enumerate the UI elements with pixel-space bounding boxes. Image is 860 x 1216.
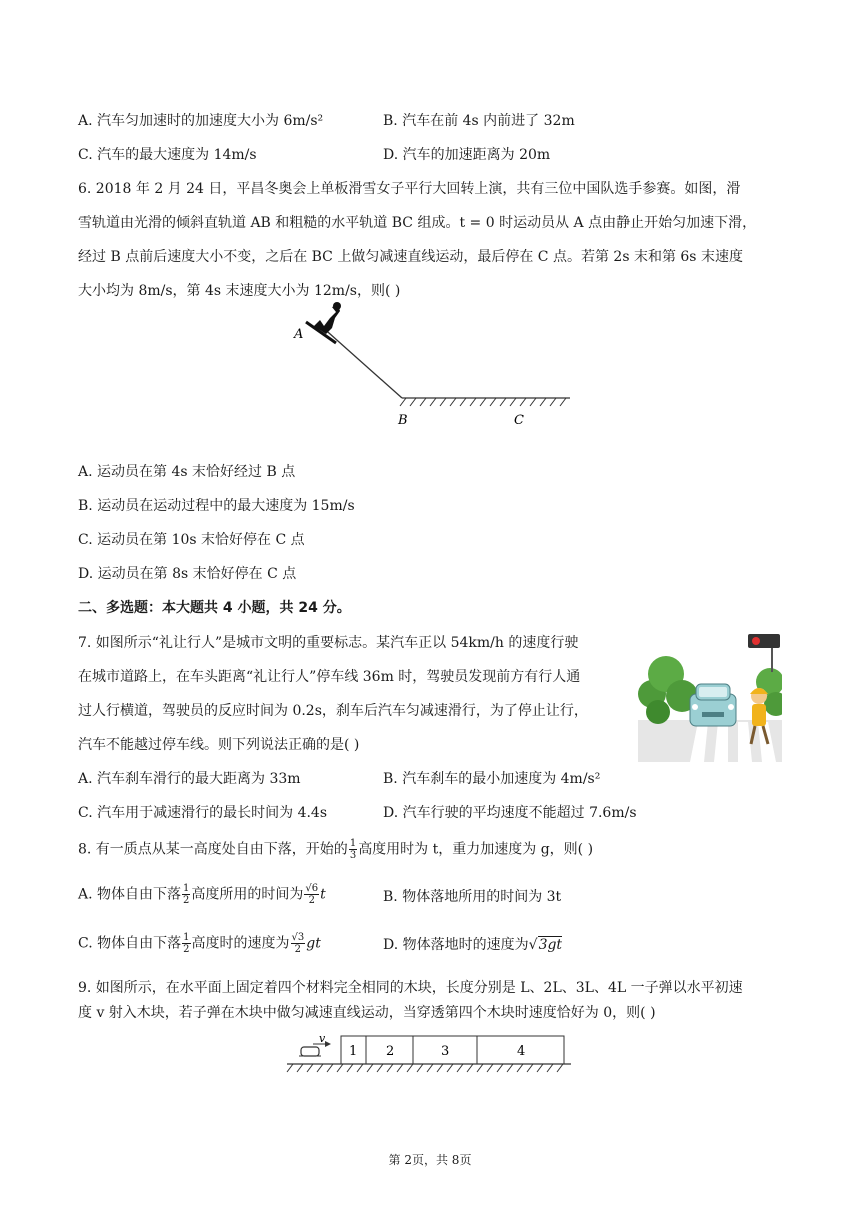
ground-hatching [400, 398, 566, 406]
fraction-denominator: 2 [294, 944, 302, 955]
fraction-numerator: 1 [183, 932, 190, 943]
q6-option-d: D. 运动员在第 8s 末恰好停在 C 点 [78, 566, 297, 582]
q8-option-a-fraction [182, 883, 190, 906]
q8-option-a-post: t [320, 886, 326, 903]
q6-option-b: B. 运动员在运动过程中的最大速度为 15m/s [78, 498, 355, 514]
snowboarder-icon [306, 302, 341, 343]
q5-option-b: B. 汽车在前 4s 内前进了 32m [383, 113, 575, 129]
q8-option-d [383, 935, 562, 955]
q8-stem [78, 838, 593, 861]
point-a-label: A [294, 327, 304, 342]
block-2-label: 2 [386, 1044, 395, 1059]
section-heading: 二、多选题：本大题共 4 小题，共 24 分。 [78, 600, 351, 616]
q8-option-d-pre: D. 物体落地时的速度为 [383, 937, 529, 953]
q8-option-a [78, 883, 326, 906]
q7-option-b: B. 汽车刹车的最小加速度为 4m/s² [383, 771, 601, 787]
q9-stem-line-2: 度 v 射入木块，若子弹在木块中做匀减速直线运动，当穿透第四个木块时速度恰好为 0，则( ) [78, 1005, 656, 1021]
q8-option-c [78, 932, 321, 955]
page-footer: 第 2页，共 8页 [388, 1153, 472, 1167]
q6-option-c: C. 运动员在第 10s 末恰好停在 C 点 [78, 532, 305, 548]
q5-option-d: D. 汽车的加速距离为 20m [383, 147, 551, 163]
q8-option-d-radicand: 3gt [538, 937, 563, 953]
velocity-label: v [319, 1032, 326, 1045]
q8-option-c-post: gt [306, 935, 321, 952]
sqrt-sign: √ [528, 937, 538, 953]
block-3-label: 3 [441, 1044, 450, 1059]
incline-track-ab [320, 325, 402, 398]
point-c-label: C [514, 413, 524, 428]
q6-stem-line-1: 6. 2018 年 2 月 24 日，平昌冬奥会上单板滑雪女子平行大回转上演，共有三位中国队选手参赛。如图，滑 [78, 181, 741, 197]
q8-stem-fraction [349, 838, 357, 861]
fraction-numerator: 1 [183, 883, 190, 894]
fraction-denominator: 2 [308, 895, 315, 906]
q8-option-c-value [291, 932, 306, 955]
q9-stem-line-1: 9. 如图所示，在水平面上固定着四个材料完全相同的木块，长度分别是 L、2L、3L、4L 一子弹以水平初速 [78, 980, 743, 996]
q6-ski-track-figure [280, 300, 580, 435]
q8-option-a-pre: A. 物体自由下落 [78, 886, 182, 903]
car-icon [690, 684, 736, 726]
q8-stem-post: 高度用时为 t，重力加速度为 g，则( ) [358, 841, 594, 858]
block-1-label: 1 [349, 1044, 358, 1059]
q7-stem-line-2: 在城市道路上，在车头距离“礼让行人”停车线 36m 时，驾驶员发现前方有行人通 [78, 669, 581, 685]
q7-stem-line-1: 7. 如图所示“礼让行人”是城市文明的重要标志。某汽车正以 54km/h 的速度行驶 [78, 635, 579, 651]
bullet-icon [299, 1041, 331, 1056]
q6-stem-line-4: 大小均为 8m/s，第 4s 末速度大小为 12m/s，则( ) [78, 283, 401, 299]
q7-stem-line-3: 过人行横道，驾驶员的反应时间为 0.2s，刹车后汽车匀减速滑行，为了停止让行， [78, 703, 588, 719]
q5-option-c: C. 汽车的最大速度为 14m/s [78, 147, 257, 163]
fraction-denominator: 2 [183, 944, 190, 955]
q7-option-c: C. 汽车用于减速滑行的最长时间为 4.4s [78, 805, 328, 821]
q7-option-a: A. 汽车刹车滑行的最大距离为 33m [78, 771, 301, 787]
q8-option-c-pre: C. 物体自由下落 [78, 935, 182, 952]
point-b-label: B [398, 413, 408, 428]
q5-option-a: A. 汽车匀加速时的加速度大小为 6m/s² [78, 113, 324, 129]
q8-option-b: B. 物体落地所用的时间为 3t [383, 889, 562, 905]
fraction-denominator: 2 [183, 895, 190, 906]
q8-option-c-mid: 高度时的速度为 [191, 935, 290, 952]
q8-option-c-fraction [182, 932, 190, 955]
q7-stem-line-4: 汽车不能越过停车线。则下列说法正确的是( ) [78, 737, 360, 753]
block-4-label: 4 [517, 1044, 526, 1059]
q8-stem-pre: 8. 有一质点从某一高度处自由下落，开始的 [78, 841, 348, 858]
q7-crosswalk-illustration [638, 632, 782, 762]
fraction-numerator: √3 [291, 932, 305, 943]
q6-stem-line-2: 雪轨道由光滑的倾斜直轨道 AB 和粗糙的水平轨道 BC 组成。t = 0 时运动员从 A 点由静止开始匀加速下滑， [78, 215, 757, 231]
q8-option-a-value [304, 883, 319, 906]
q9-wood-blocks-figure [285, 1030, 575, 1078]
q8-option-a-mid: 高度所用的时间为 [191, 886, 304, 903]
q6-option-a: A. 运动员在第 4s 末恰好经过 B 点 [78, 464, 296, 480]
fraction-denominator: 3 [349, 850, 357, 861]
ground-hatching [287, 1064, 563, 1072]
q6-stem-line-3: 经过 B 点前后速度大小不变，之后在 BC 上做匀减速直线运动，最后停在 C 点。若第 2s 末和第 6s 末速度 [78, 249, 743, 265]
fraction-numerator: 1 [349, 838, 357, 849]
fraction-numerator: √6 [305, 883, 319, 894]
q7-option-d: D. 汽车行驶的平均速度不能超过 7.6m/s [383, 805, 637, 821]
